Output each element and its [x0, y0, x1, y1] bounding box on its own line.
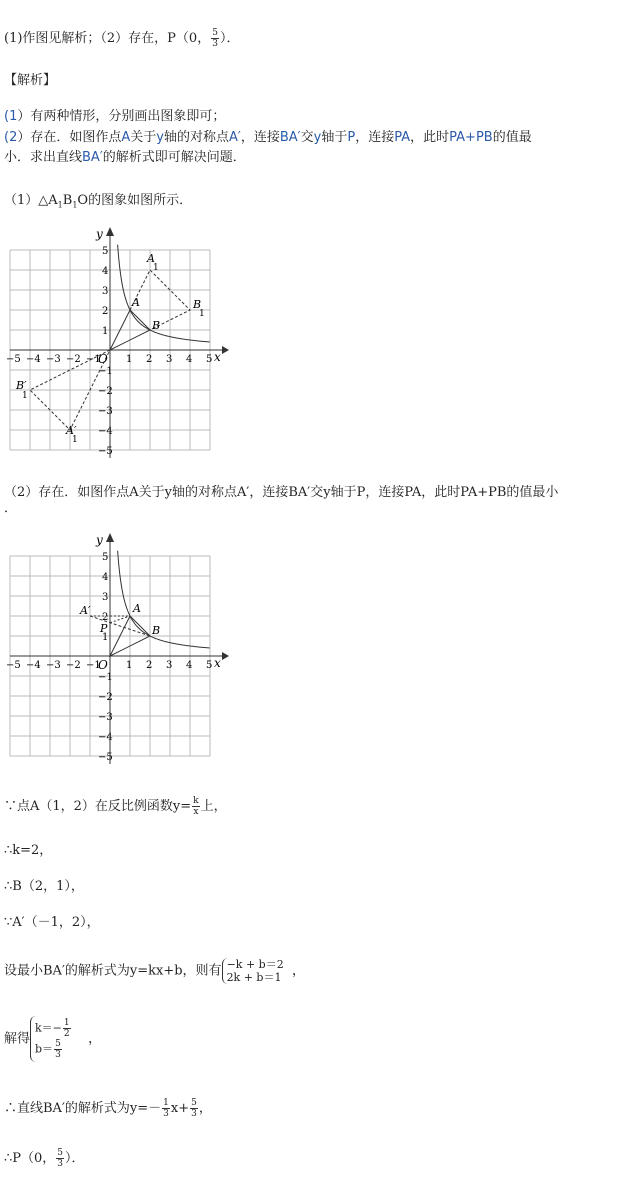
axis-ticks	[6, 246, 212, 457]
analysis-line-1	[4, 108, 225, 126]
solution-step-2: ∴k=2，	[4, 843, 53, 858]
t: ，此时	[410, 130, 450, 145]
point-A1-label: A	[147, 252, 155, 265]
y-tick-label: −2	[98, 692, 113, 703]
point-B1-label: B	[193, 298, 202, 311]
x-tick-label: −4	[26, 660, 41, 671]
point-B1-sub: 1	[199, 309, 205, 319]
t: 设最小BA′的解析式为y=kx+b，则有	[4, 963, 222, 979]
t: 1	[72, 200, 78, 210]
t: x+	[170, 1101, 190, 1116]
t: ∴P（0，	[4, 1151, 56, 1166]
y-tick-label: 1	[102, 632, 109, 643]
t: 小．求出直线	[4, 150, 83, 165]
y-tick-label: 1	[102, 326, 109, 337]
frac	[54, 1039, 62, 1060]
axis-ticks	[6, 552, 212, 763]
step2-line: （2）存在．如图作点A关于y轴的对称点A′，连接BA′交y轴于P，连接PA，此时PA+PB的值最小	[4, 485, 559, 500]
t: 1	[57, 200, 63, 210]
x-tick-label: 4	[186, 660, 193, 671]
t: BA′	[279, 130, 301, 145]
solution-step-6	[4, 1016, 101, 1062]
x-tick-label: 5	[206, 354, 213, 365]
x-tick-label: 2	[146, 660, 153, 671]
t: ，	[198, 1101, 212, 1116]
t: y	[156, 130, 164, 145]
solution-step-8	[4, 1148, 85, 1169]
t: 轴的对称点	[163, 130, 229, 145]
eq-1: −k + b＝2	[226, 958, 284, 971]
t: ，	[291, 963, 305, 979]
solution-step-7	[4, 1098, 212, 1119]
t: ∴直线BA′的解析式为y=－	[4, 1101, 162, 1116]
y-tick-label: 2	[102, 306, 109, 317]
frac-num: 5	[191, 1098, 197, 1108]
t: P	[347, 130, 356, 145]
point-B-label: B	[152, 624, 161, 637]
frac-num: k	[193, 796, 199, 806]
x-tick-label: −3	[46, 660, 61, 671]
analysis-num: (1	[4, 109, 18, 124]
frac-den: 3	[57, 1159, 64, 1169]
t: 上，	[200, 799, 227, 814]
y-tick-label: −1	[98, 672, 113, 683]
x-tick-label: −5	[6, 660, 21, 671]
t: 的解析式即可解决问题．	[102, 150, 246, 165]
x-tick-label: 1	[126, 354, 133, 365]
step1-line	[4, 192, 192, 215]
t: ）存在．如图作点	[17, 130, 122, 145]
fraction-k-over-x	[192, 796, 199, 817]
solution-step-5	[4, 958, 305, 984]
frac-num: 5	[57, 1148, 64, 1158]
x-label: x	[214, 656, 221, 670]
t: y	[313, 130, 322, 145]
y-tick-label: −1	[98, 366, 113, 377]
analysis-line-2	[4, 129, 532, 147]
y-tick-label: 5	[102, 246, 109, 257]
y-tick-label: −4	[98, 426, 113, 437]
y-axis-arrow	[106, 533, 114, 542]
y-tick-label: 3	[102, 592, 109, 603]
y-tick-label: 5	[102, 552, 109, 563]
y-tick-label: −3	[98, 712, 113, 723]
origin-label: O	[98, 658, 108, 672]
y-tick-label: 4	[102, 266, 109, 277]
x-tick-label: −3	[46, 354, 61, 365]
t: 的值最	[492, 130, 532, 145]
solution-step-3: ∴B（2，1），	[4, 879, 84, 894]
x-tick-label: 3	[166, 354, 173, 365]
frac-den: x	[193, 807, 199, 817]
y-tick-label: −2	[98, 386, 113, 397]
x-tick-label: −5	[6, 354, 21, 365]
graph-1	[0, 222, 230, 462]
point-A-label: A	[132, 296, 140, 309]
solution-step-1	[4, 796, 227, 817]
point-A-label: A	[133, 602, 141, 615]
t: ）．	[65, 1151, 85, 1166]
t: A′	[229, 130, 241, 145]
x-axis-arrow	[222, 346, 229, 354]
frac	[190, 1098, 198, 1119]
point-Bp1-sub: 1	[22, 391, 28, 401]
y-tick-label: −5	[98, 752, 113, 763]
point-B-label: B	[152, 319, 161, 332]
t: 轴于	[321, 130, 348, 145]
x-tick-label: 3	[166, 660, 173, 671]
answer-line	[4, 28, 239, 49]
t: ，	[88, 1031, 102, 1047]
t: BA′	[82, 150, 103, 165]
frac-num: 1	[163, 1098, 169, 1108]
point-A1-sub: 1	[153, 263, 159, 273]
frac-den: 3	[55, 1050, 61, 1060]
y-axis-arrow	[106, 227, 114, 236]
t: 解得	[4, 1031, 31, 1047]
equation-system	[222, 958, 284, 984]
point-Ap1-label: A′	[66, 424, 77, 437]
x-tick-label: −1	[86, 660, 101, 671]
point-Ap1-sub: 1	[72, 435, 78, 445]
frac	[63, 1018, 71, 1039]
t: ∵点A（1，2）在反比例函数y=	[4, 799, 192, 814]
t: k＝−	[35, 1021, 62, 1035]
t: A	[48, 193, 58, 208]
y-tick-label: −4	[98, 732, 113, 743]
y-label: y	[96, 227, 103, 241]
frac-num: 1	[63, 1018, 70, 1028]
frac-den: 2	[63, 1029, 70, 1039]
point-Ap-label: A′	[80, 604, 91, 617]
point-P-label: P	[100, 622, 108, 635]
x-tick-label: −2	[66, 660, 81, 671]
frac	[162, 1098, 170, 1119]
t: ，连接	[355, 130, 395, 145]
frac-den: 3	[212, 39, 218, 49]
y-label: y	[96, 533, 103, 547]
x-tick-label: 5	[206, 660, 213, 671]
frac-den: 3	[191, 1109, 197, 1119]
x-tick-label: 4	[186, 354, 193, 365]
x-tick-label: −2	[66, 354, 81, 365]
analysis-heading: 【解析】	[4, 73, 57, 88]
frac	[56, 1148, 64, 1169]
x-tick-label: −1	[86, 354, 101, 365]
x-label: x	[214, 350, 221, 364]
answer-fraction	[211, 28, 219, 49]
t: b＝	[35, 1042, 54, 1056]
solution-system	[30, 1016, 72, 1062]
y-tick-label: 2	[102, 612, 109, 623]
frac-den: 3	[163, 1109, 169, 1119]
frac-num: 5	[55, 1039, 61, 1049]
hyperbola-curve	[118, 551, 210, 648]
frac-num: 5	[212, 28, 218, 38]
hyperbola-curve	[118, 245, 210, 342]
eq-2: 2k + b＝1	[226, 971, 282, 984]
t: （1）△	[4, 193, 49, 208]
t: B	[62, 193, 73, 208]
t: ，连接	[240, 130, 280, 145]
y-tick-label: −3	[98, 406, 113, 417]
analysis-line-3	[4, 149, 246, 167]
x-tick-label: −4	[26, 354, 41, 365]
x-tick-label: 1	[126, 660, 133, 671]
analysis-num: (2	[4, 130, 18, 145]
y-tick-label: 3	[102, 286, 109, 297]
graph-2	[0, 528, 230, 768]
t: A	[121, 130, 131, 145]
x-tick-label: 2	[146, 354, 153, 365]
x-axis-arrow	[222, 652, 229, 660]
t: 关于	[130, 130, 157, 145]
answer-tail: ）．	[219, 31, 240, 46]
origin-label: O	[98, 352, 108, 366]
step2-dot: ．	[4, 501, 18, 516]
analysis-text: ）有两种情形，分别画出图象即可；	[17, 109, 226, 124]
t: PA+PB	[449, 130, 493, 145]
y-tick-label: −5	[98, 446, 113, 457]
t: O的图象如图所示．	[77, 193, 193, 208]
t: 交	[300, 130, 314, 145]
solution-step-4: ∵A′（－1，2），	[4, 915, 100, 930]
t: PA	[394, 130, 411, 145]
y-tick-label: 4	[102, 572, 109, 583]
answer-text: (1)作图见解析；（2）存在，P（0，	[4, 31, 211, 46]
dashed-BAp	[90, 616, 150, 636]
point-Bp1-label: B′	[16, 379, 27, 392]
